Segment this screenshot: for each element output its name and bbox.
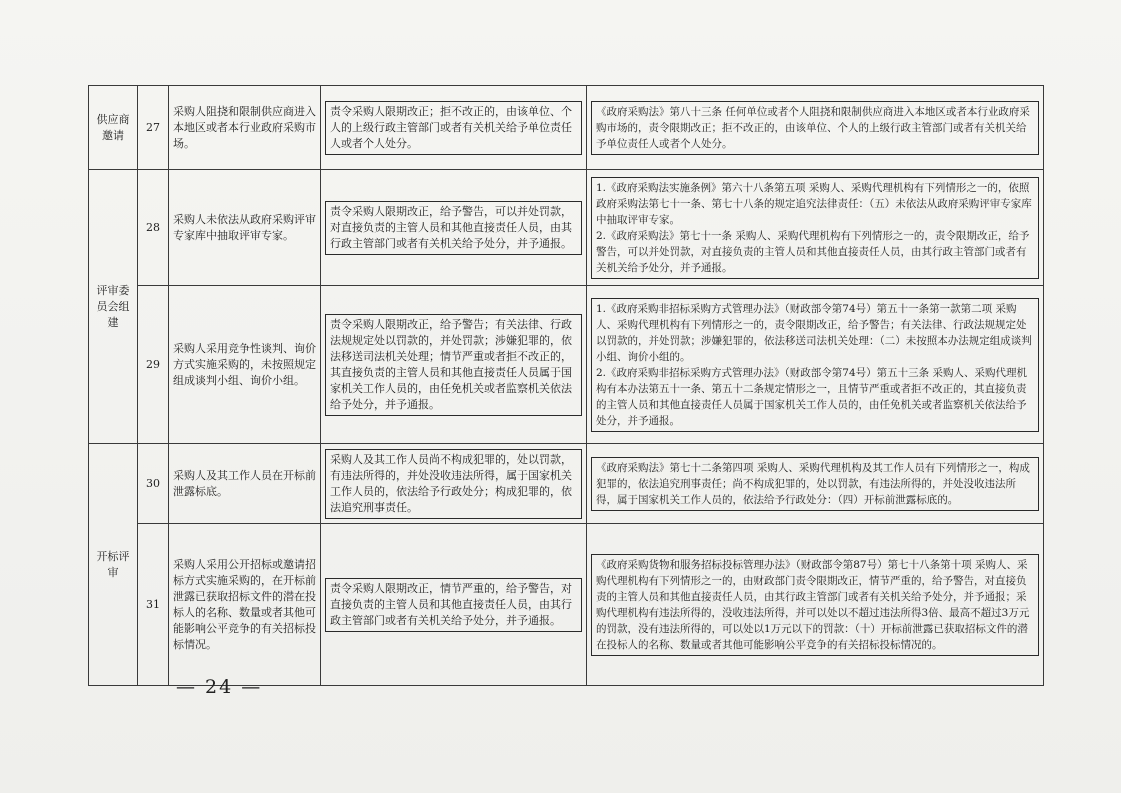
- table-row: [89, 86, 1044, 170]
- basis-box: [591, 554, 1039, 656]
- basis-paragraph: 《政府采购法》第八十三条 任何单位或者个人阻挠和限制供应商进入本地区或者本行业政府采购市场的，责令限期改正；拒不改正的，由该单位、个人的上级行政主管部门或者有关机关给予单位责任人或者个人处分。: [596, 105, 1030, 150]
- table-row: [89, 170, 1044, 286]
- penalty-box: 责令采购人限期改正，给予警告；有关法律、行政法规规定处以罚款的，并处罚款；涉嫌犯罪的，依法移送司法机关处理；情节严重或者拒不改正的，其直接负责的主管人员和其他直接责任人员属于国家机关工作人员的，由任免机关或者监察机关依法给予处分，并予通报。: [325, 314, 582, 416]
- category-cell: 开标评审: [89, 444, 138, 686]
- category-cell: 供应商邀请: [89, 86, 138, 170]
- page-number: — 24 —: [176, 676, 263, 698]
- basis-paragraph: 《政府采购法》第七十二条第四项 采购人、采购代理机构及其工作人员有下列情形之一，构成犯罪的，依法追究刑事责任；尚不构成犯罪的，处以罚款，有违法所得的，并处没收违法所得，属于国家机关工作人员的，依法给予行政处分：（四）开标前泄露标底的。: [596, 461, 1030, 506]
- penalty-box: 采购人及其工作人员尚不构成犯罪的，处以罚款，有违法所得的，并处没收违法所得，属于国家机关工作人员的，依法给予行政处分；构成犯罪的，依法追究刑事责任。: [325, 449, 582, 519]
- row-number: 30: [138, 444, 169, 524]
- basis-cell: [587, 444, 1044, 524]
- basis-box: [591, 298, 1039, 432]
- penalty-box: 责令采购人限期改正，给予警告，可以并处罚款，对直接负责的主管人员和其他直接责任人员，由其行政主管部门或者有关机关给予处分，并予通报。: [325, 201, 582, 255]
- table-row: [89, 444, 1044, 524]
- behavior-cell: 采购人及其工作人员在开标前泄露标底。: [169, 444, 321, 524]
- basis-cell: [587, 86, 1044, 170]
- behavior-cell: 采购人采用公开招标或邀请招标方式实施采购的，在开标前泄露已获取招标文件的潜在投标人的名称、数量或者其他可能影响公平竞争的有关招标投标情况。: [169, 524, 321, 686]
- basis-paragraph: 1.《政府采购非招标采购方式管理办法》（财政部令第74号）第五十一条第一款第二项 采购人、采购代理机构有下列情形之一的，责令限期改正，给予警告；有关法律、行政法规规定处以罚款的，并处罚款；涉嫌犯罪的，依法移送司法机关处理：（二）未按照本办法规定组成谈判小组、询价小组的。: [596, 302, 1032, 363]
- behavior-cell: 采购人未依法从政府采购评审专家库中抽取评审专家。: [169, 170, 321, 286]
- basis-box: [591, 177, 1039, 279]
- behavior-cell: 采购人采用竞争性谈判、询价方式实施采购的，未按照规定组成谈判小组、询价小组。: [169, 286, 321, 444]
- basis-paragraph: 1.《政府采购法实施条例》第六十八条第五项 采购人、采购代理机构有下列情形之一的，依照政府采购法第七十一条、第七十八条的规定追究法律责任：（五）未依法从政府采购评审专家库中抽取评审专家。: [596, 181, 1032, 226]
- penalty-box: 责令采购人限期改正，情节严重的，给予警告，对直接负责的主管人员和其他直接责任人员，由其行政主管部门或者有关机关给予处分，并予通报。: [325, 578, 582, 632]
- penalty-cell: [321, 524, 587, 686]
- penalty-cell: [321, 286, 587, 444]
- table-row: [89, 286, 1044, 444]
- row-number: 27: [138, 86, 169, 170]
- basis-paragraph: 2.《政府采购法》第七十一条 采购人、采购代理机构有下列情形之一的，责令限期改正，给予警告，可以并处罚款，对直接负责的主管人员和其他直接责任人员，由其行政主管部门或者有关机关给予处分，并予通报。: [596, 229, 1030, 274]
- category-cell: 评审委员会组建: [89, 170, 138, 444]
- penalty-cell: [321, 444, 587, 524]
- row-number: 31: [138, 524, 169, 686]
- penalty-cell: [321, 170, 587, 286]
- penalty-cell: [321, 86, 587, 170]
- basis-paragraph: 《政府采购货物和服务招标投标管理办法》（财政部令第87号）第七十八条第十项 采购人、采购代理机构有下列情形之一的，由财政部门责令限期改正，情节严重的，给予警告，对直接负责的主管人员和其他直接责任人员，由其行政主管部门或者有关机关给予处分，并予通报；采购代理机构有违法所得的，没收违法所得，并可以处以不超过违法所得3倍、最高不超过3万元的罚款，没有违法所得的，可以处以1万元以下的罚款：（十）开标前泄露已获取招标文件的潜在投标人的名称、数量或者其他可能影响公平竞争的有关招标投标情况的。: [596, 558, 1030, 651]
- basis-cell: [587, 286, 1044, 444]
- basis-box: [591, 101, 1039, 155]
- penalty-box: 责令采购人限期改正；拒不改正的，由该单位、个人的上级行政主管部门或者有关机关给予单位责任人或者个人处分。: [325, 101, 582, 155]
- basis-cell: [587, 170, 1044, 286]
- basis-cell: [587, 524, 1044, 686]
- basis-paragraph: 2.《政府采购非招标采购方式管理办法》（财政部令第74号）第五十三条 采购人、采购代理机构有本办法第五十一条、第五十二条规定情形之一，且情节严重或者拒不改正的，其直接负责的主管人员和其他直接责任人员属于国家机关工作人员的，由任免机关或者监察机关依法给予处分，并予通报。: [596, 366, 1027, 427]
- row-number: 28: [138, 170, 169, 286]
- row-number: 29: [138, 286, 169, 444]
- regulation-table: [88, 85, 1044, 686]
- table-row: [89, 524, 1044, 686]
- behavior-cell: 采购人阻挠和限制供应商进入本地区或者本行业政府采购市场。: [169, 86, 321, 170]
- basis-box: [591, 457, 1039, 511]
